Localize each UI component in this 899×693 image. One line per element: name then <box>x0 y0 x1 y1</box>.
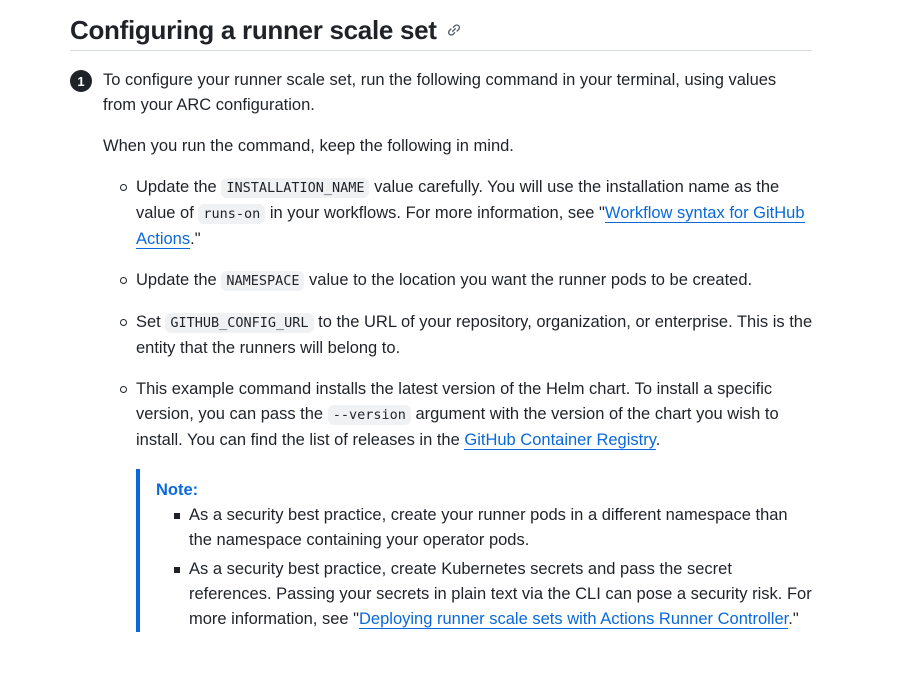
list-item: As a security best practice, create your runner pods in a different namespace than the namespace containing your operator pods. <box>156 503 813 553</box>
link-icon[interactable] <box>446 22 462 38</box>
note-text: As a security best practice, create Kubernetes secrets and pass the secret references. Passing your secrets in plain text via the CLI can pose a security risk. For more information, see " <box>189 560 812 628</box>
inline-code: NAMESPACE <box>221 271 304 291</box>
bullet-text: Update the <box>136 178 222 196</box>
inline-code: GITHUB_CONFIG_URL <box>165 313 313 333</box>
bullet-text: argument with the version of the chart you wish to install. You can find the list of releases in the <box>136 405 779 449</box>
considerations-list <box>103 175 813 453</box>
list-item <box>156 557 813 632</box>
note-text: ." <box>788 610 799 628</box>
inline-code: --version <box>328 405 411 425</box>
container-registry-link[interactable]: GitHub Container Registry <box>464 431 656 449</box>
note-list <box>156 503 813 632</box>
bullet-text: to the URL of your repository, organization, or enterprise. This is the entity that the runners will belong to. <box>136 313 813 357</box>
bullet-text: This example command installs the latest version of the Helm chart. To install a specific version, you can pass the <box>136 380 773 423</box>
bullet-text: Update the <box>136 271 222 289</box>
inline-code: INSTALLATION_NAME <box>221 178 369 198</box>
note-callout <box>136 469 813 632</box>
step-number: 1 <box>77 73 85 89</box>
keep-in-mind-text: When you run the command, keep the following in mind. <box>103 137 514 155</box>
list-item <box>103 310 813 361</box>
bullet-text: in your workflows. For more information, see " <box>265 204 605 222</box>
bullet-text: value carefully. You will use the installation name as the value of <box>136 178 780 222</box>
bullet-text: value to the location you want the runner pods to be created. <box>304 271 753 289</box>
step-number-badge <box>70 70 92 92</box>
deploying-runner-scale-sets-link[interactable]: Deploying runner scale sets with Actions Runner Controller <box>359 610 789 628</box>
section-heading <box>70 10 812 51</box>
bullet-text: Set <box>136 313 166 331</box>
step-intro: To configure your runner scale set, run the following command in your terminal, using values from your ARC configuration. <box>103 71 777 114</box>
page-title: Configuring a runner scale set <box>70 14 437 45</box>
list-item <box>103 175 813 252</box>
inline-code: runs-on <box>198 204 265 224</box>
bullet-text: . <box>655 431 661 449</box>
bullet-text: ." <box>190 230 201 248</box>
list-item <box>103 377 813 453</box>
workflow-syntax-link[interactable]: Workflow syntax for GitHub Actions <box>136 204 805 248</box>
note-title: Note: <box>156 481 199 499</box>
list-item <box>103 268 813 294</box>
step-content <box>103 68 813 636</box>
